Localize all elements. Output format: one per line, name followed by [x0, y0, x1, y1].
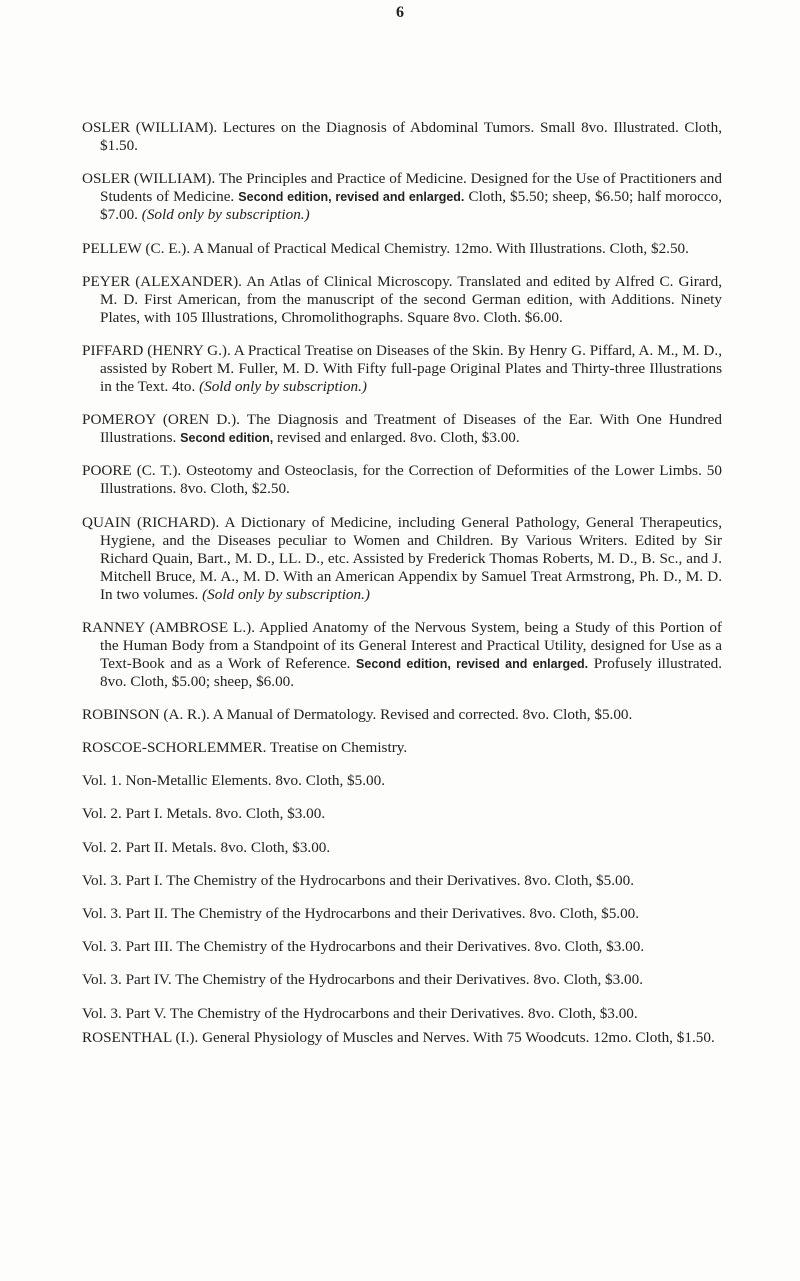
entry-ranney	[82, 619, 722, 691]
entry-text: OSLER (WILLIAM). Lectures on the Diagnosis of Abdominal Tumors. Small 8vo. Illustrated. Cloth, $1.50.	[82, 119, 722, 155]
volume-item: Vol. 2. Part I. Metals. 8vo. Cloth, $3.00.	[82, 805, 326, 823]
entry-osler-tumors	[82, 119, 722, 155]
entry-roscoe-schorlemmer	[82, 739, 722, 1023]
edition-note: Second edition,	[180, 431, 274, 446]
edition-note: Second edition, revised and enlarged.	[238, 190, 465, 205]
entry-pellew	[82, 240, 722, 258]
page-number: 6	[396, 4, 404, 21]
entry-quain	[82, 514, 722, 604]
volume-item: Vol. 3. Part V. The Chemistry of the Hydrocarbons and their Derivatives. 8vo. Cloth, $3.00.	[82, 1004, 638, 1022]
edition-note: Second edition, revised and enlarged.	[356, 656, 589, 671]
entry-osler-principles	[82, 170, 722, 224]
entry-text: PELLEW (C. E.). A Manual of Practical Medical Chemistry. 12mo. With Illustrations. Cloth, $2.50.	[82, 239, 689, 257]
entry-pomeroy	[82, 411, 722, 447]
entry-text: revised and enlarged. 8vo. Cloth, $3.00.	[273, 429, 520, 447]
volume-item: Vol. 3. Part II. The Chemistry of the Hydrocarbons and their Derivatives. 8vo. Cloth, $5.00.	[82, 905, 640, 922]
roscoe-heading: ROSCOE-SCHORLEMMER. Treatise on Chemistry.	[82, 739, 408, 757]
volume-item: Vol. 3. Part I. The Chemistry of the Hydrocarbons and their Derivatives. 8vo. Cloth, $5.00.	[82, 871, 635, 889]
entry-robinson	[82, 706, 722, 724]
entry-poore	[82, 462, 722, 498]
volume-item: Vol. 3. Part III. The Chemistry of the Hydrocarbons and their Derivatives. 8vo. Cloth, $3.00.	[82, 938, 645, 956]
entry-text: PEYER (ALEXANDER). An Atlas of Clinical Microscopy. Translated and edited by Alfred C. Girard, M. D. First American, from the manuscript of the second German edition, with Additions. Ninety Plates, with 105 Illustrations, Chromolithographs. Square 8vo. Cloth. $6.00.	[82, 272, 722, 326]
entry-text: Cloth, $5.50; sheep, $6.50; half morocco, $7.00.	[100, 188, 722, 224]
entry-rosenthal: ROSENTHAL (I.). General Physiology of Muscles and Nerves. With 75 Woodcuts. 12mo. Cloth, $1.50.	[82, 1028, 715, 1046]
entry-text: Profusely illustrated. 8vo. Cloth, $5.00; sheep, $6.00.	[100, 654, 722, 690]
entry-text: PIFFARD (HENRY G.). A Practical Treatise on Diseases of the Skin. By Henry G. Piffard, A. M., M. D., assisted by Robert M. Fuller, M. D. With Fifty full-page Original Plates and Thirty-three Illustrations in the Text. 4to.	[82, 341, 722, 395]
entry-piffard	[82, 342, 722, 396]
catalog-entries	[82, 104, 722, 1053]
subscription-note: (Sold only by subscription.)	[141, 206, 310, 224]
volume-item: Vol. 3. Part IV. The Chemistry of the Hydrocarbons and their Derivatives. 8vo. Cloth, $3.00.	[82, 971, 644, 989]
entry-text: POMEROY (OREN D.). The Diagnosis and Treatment of Diseases of the Ear. With One Hundred Illustrations.	[82, 411, 722, 447]
entry-text: RANNEY (AMBROSE L.). Applied Anatomy of the Nervous System, being a Study of this Portion of the Human Body from a Standpoint of its General Interest and Practical Utility, designed for Use as a Text-Book and as a Work of Reference.	[82, 618, 722, 672]
volume-item: Vol. 1. Non-Metallic Elements. 8vo. Cloth, $5.00.	[82, 772, 386, 790]
entry-text: ROBINSON (A. R.). A Manual of Dermatology. Revised and corrected. 8vo. Cloth, $5.00.	[82, 705, 633, 723]
entry-text: QUAIN (RICHARD). A Dictionary of Medicine, including General Pathology, General Therapeutics, Hygiene, and the Diseases peculiar to Women and Children. By Various Writers. Edited by Sir Richard Quain, Bart., M. D., LL. D., etc. Assisted by Frederick Thomas Roberts, M. D., B. Sc., and J. Mitchell Bruce, M. A., M. D. With an American Appendix by Samuel Treat Armstrong, Ph. D., M. D. In two volumes.	[82, 513, 722, 603]
entry-text: POORE (C. T.). Osteotomy and Osteoclasis, for the Correction of Deformities of the Lower Limbs. 50 Illustrations. 8vo. Cloth, $2.50.	[82, 462, 722, 498]
volume-item: Vol. 2. Part II. Metals. 8vo. Cloth, $3.00.	[82, 838, 331, 856]
entry-text: OSLER (WILLIAM). The Principles and Practice of Medicine. Designed for the Use of Practitioners and Students of Medicine.	[82, 170, 722, 206]
subscription-note: (Sold only by subscription.)	[199, 377, 367, 395]
subscription-note: (Sold only by subscription.)	[202, 585, 370, 603]
entry-peyer	[82, 273, 722, 327]
